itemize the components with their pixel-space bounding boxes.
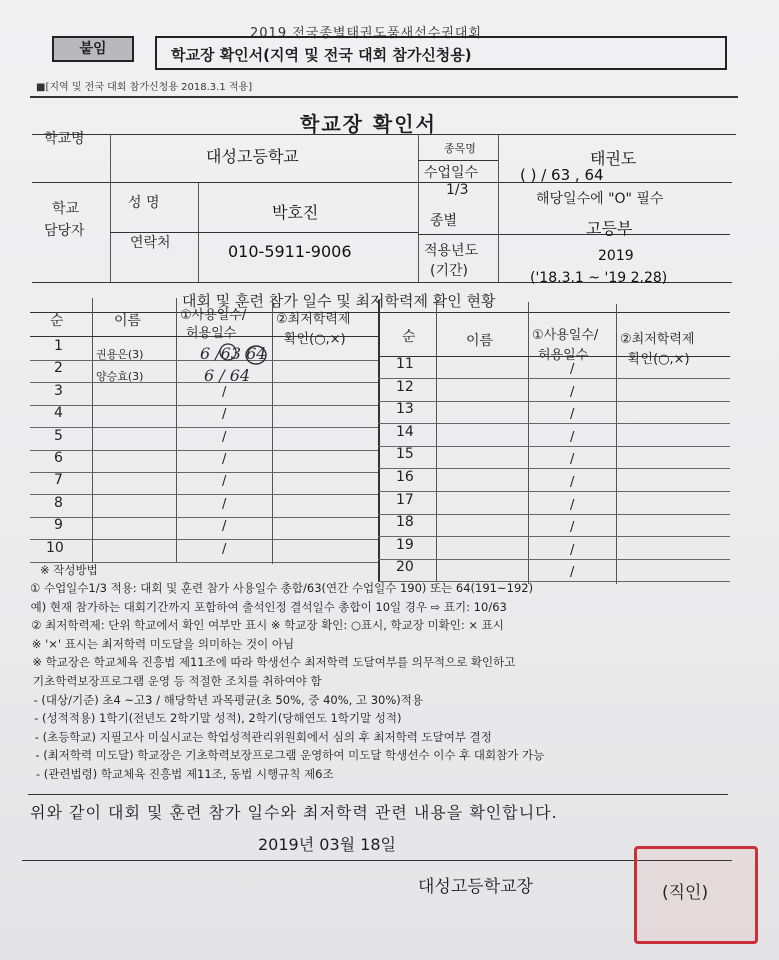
row-divider <box>378 491 730 492</box>
days-slash: / <box>570 452 575 468</box>
row-number: 12 <box>396 378 414 395</box>
row-divider <box>378 446 730 447</box>
manager-label-2: 담당자 <box>44 223 85 239</box>
method-line: 기초학력보장프로그램 운영 등 적절한 조치를 취하여야 함 <box>33 674 322 688</box>
issue-date: 2019년 03월 18일 <box>258 835 396 854</box>
days-slash: / <box>570 497 575 513</box>
row-number: 4 <box>54 405 63 422</box>
header-no: 순 <box>50 313 64 329</box>
divider <box>528 302 529 584</box>
period-label: (기간) <box>430 263 468 279</box>
row-divider <box>30 494 378 495</box>
divider <box>616 304 617 584</box>
method-line: 예) 현재 참가하는 대회기간까지 포함하여 출석인정 결석일수 총합이 10일 경우 ⇨ 표기: 10/63 <box>30 599 507 614</box>
attendance-note: 해당일수에 "O" 필수 <box>536 191 664 207</box>
header-no-right: 순 <box>402 329 416 345</box>
row-number: 5 <box>54 427 63 444</box>
confirmation-text: 위와 같이 대회 및 훈련 참가 일수와 최저학력 관련 내용을 확인합니다. <box>30 803 558 822</box>
days-slash: / <box>222 407 227 423</box>
category-value: 고등부 <box>586 219 633 238</box>
manager-label: 학교 <box>52 201 80 217</box>
header-days-right: ①사용일수/ <box>532 328 599 343</box>
days-slash: / <box>570 542 575 558</box>
principal-name: 대성고등학교장 <box>418 877 533 897</box>
days-slash: / <box>222 496 227 512</box>
divider <box>32 134 736 135</box>
method-title: ※ 작성방법 <box>40 563 98 577</box>
row-divider <box>30 450 378 451</box>
attendance-label: 수업일수 <box>424 165 479 181</box>
header-check-right: ②최저학력제 <box>620 332 695 347</box>
row-number: 6 <box>54 450 63 466</box>
divider <box>28 794 728 795</box>
divider <box>110 134 111 282</box>
row-divider <box>30 405 378 406</box>
form-title: 학교장 확인서(지역 및 전국 대회 참가신청용) <box>155 36 727 70</box>
days-slash: / <box>222 429 227 445</box>
method-line: - (대상/기준) 초4 ~고3 / 해당학년 과목평균(초 50%, 중 40%, 고 30%)적용 <box>33 692 423 707</box>
days-slash: / <box>570 384 575 400</box>
row-divider <box>378 423 730 424</box>
contact-label: 연락처 <box>130 235 171 251</box>
header-check-mark: 확인(○,×) <box>284 332 346 347</box>
seal-label: (직인) <box>662 883 709 903</box>
header-check-mark-right: 확인(○,×) <box>628 352 690 367</box>
row-number: 16 <box>396 469 414 485</box>
year-label: 적용년도 <box>424 243 479 259</box>
divider <box>418 234 730 235</box>
event-value: 태권도 <box>590 149 637 168</box>
row-number: 8 <box>54 494 63 511</box>
header-name-right: 이름 <box>466 333 494 349</box>
row2-name: 양승효(3) <box>96 370 144 383</box>
row-number: 17 <box>396 491 414 508</box>
divider <box>30 336 378 337</box>
event-title: 2019 전국종별태권도품새선수권대회 <box>250 26 483 41</box>
school-value: 대성고등학교 <box>206 147 299 166</box>
row-divider <box>30 472 378 473</box>
row1-days: 6 /63 64 <box>200 344 267 363</box>
divider <box>22 860 732 861</box>
row1-name: 권용은(3) <box>96 348 144 361</box>
divider <box>32 182 732 183</box>
days-slash: / <box>570 362 575 377</box>
name-value: 박호진 <box>272 203 319 222</box>
row-divider <box>30 427 378 428</box>
row-number: 14 <box>396 423 414 440</box>
method-line: - (성적적용) 1학기(전년도 2학기말 성적), 2학기(당해연도 1학기말 성적) <box>34 711 402 726</box>
row-number: 19 <box>396 536 414 553</box>
row-number: 10 <box>46 539 64 556</box>
row-number: 2 <box>54 360 63 377</box>
row-number: 1 <box>54 338 63 354</box>
days-slash: / <box>570 520 575 536</box>
name-label: 성 명 <box>128 195 160 211</box>
divider <box>176 298 177 562</box>
row-divider <box>378 536 730 537</box>
days-slash: / <box>570 429 575 445</box>
year-value: 2019 <box>598 248 634 264</box>
row-number: 7 <box>54 472 63 489</box>
school-label: 학교명 <box>44 131 85 147</box>
divider <box>30 96 738 98</box>
row-number: 3 <box>54 382 63 399</box>
header-days-allowed: 허용일수 <box>186 326 237 341</box>
divider <box>418 160 498 161</box>
method-line: - (관련법령) 학교체육 진흥법 제11조, 동법 시행규칙 제6조 <box>36 767 334 781</box>
attachment-badge: 붙임 <box>52 36 134 62</box>
row-number: 13 <box>396 401 414 418</box>
days-slash: / <box>570 475 575 490</box>
method-line: ※ 학교장은 학교체육 진흥법 제11조에 따라 학생선수 최저학력 도달여부를 의무적으로 확인하고 <box>32 655 516 670</box>
divider <box>378 356 730 357</box>
circle-mark-icon <box>244 344 268 366</box>
header-days-allowed-right: 허용일수 <box>538 348 589 363</box>
row-number: 15 <box>396 446 414 463</box>
row-number: 9 <box>54 517 63 534</box>
divider <box>436 300 437 582</box>
period-value: ('18.3.1 ~ '19 2.28) <box>530 270 668 286</box>
method-line: - (최저학력 미도달) 학교장은 기초학력보장프로그램 운영하여 미도달 학생선수 이수 후 대회참가 가능 <box>35 748 545 763</box>
days-slash: / <box>570 407 575 423</box>
applicability-note: ■[지역 및 전국 대회 참가신청용 2018.3.1 적용] <box>36 82 253 93</box>
divider <box>92 298 93 562</box>
event-label: 종목명 <box>444 142 476 155</box>
method-line: ② 최저학력제: 단위 학교에서 확인 여부만 표시 ※ 학교장 확인: ○표시, 학교장 미확인: × 표시 <box>31 618 504 633</box>
row-divider <box>378 401 730 402</box>
divider <box>272 298 273 564</box>
row-number: 18 <box>396 514 414 531</box>
header-days: ①사용일수/ <box>180 308 247 323</box>
row-divider <box>378 514 730 515</box>
divider <box>378 300 380 582</box>
method-line: ① 수업일수1/3 적용: 대회 및 훈련 참가 사용일수 총합/63(연간 수업일수 190) 또는 64(191~192) <box>30 581 534 595</box>
days-slash: / <box>222 474 227 490</box>
document-title: 학교장 확인서 <box>300 112 437 136</box>
row-divider <box>378 468 730 469</box>
row-divider <box>378 559 730 560</box>
circle-mark-icon <box>218 342 238 362</box>
header-check: ②최저학력제 <box>276 312 351 327</box>
method-line: ※ '×' 표시는 최저학력 미도달을 의미하는 것이 아님 <box>31 636 295 651</box>
row-number: 20 <box>396 559 414 576</box>
category-label: 종별 <box>430 213 458 229</box>
method-line: - (초등학교) 지필고사 미실시교는 학업성적관리위원회에서 심의 후 최저학력 도달여부 결정 <box>34 729 492 744</box>
row-divider <box>378 378 730 379</box>
days-slash: / <box>222 384 227 400</box>
days-slash: / <box>570 565 575 581</box>
header-name: 이름 <box>114 313 142 329</box>
attendance-value: ( ) / 63 , 64 <box>520 166 604 184</box>
row2-days: 6 / 64 <box>204 366 251 385</box>
days-slash: / <box>222 452 227 467</box>
row-divider <box>30 517 378 518</box>
row-number: 11 <box>396 356 414 372</box>
attendance-ratio-label: 1/3 <box>446 182 469 198</box>
table-caption: 대회 및 훈련 참가 일수 및 최저학력제 확인 현황 <box>182 292 496 310</box>
days-slash: / <box>222 541 227 557</box>
row-divider <box>30 539 378 540</box>
contact-value: 010-5911-9006 <box>228 242 352 261</box>
divider <box>498 134 499 282</box>
days-slash: / <box>222 519 227 535</box>
divider <box>418 134 419 282</box>
